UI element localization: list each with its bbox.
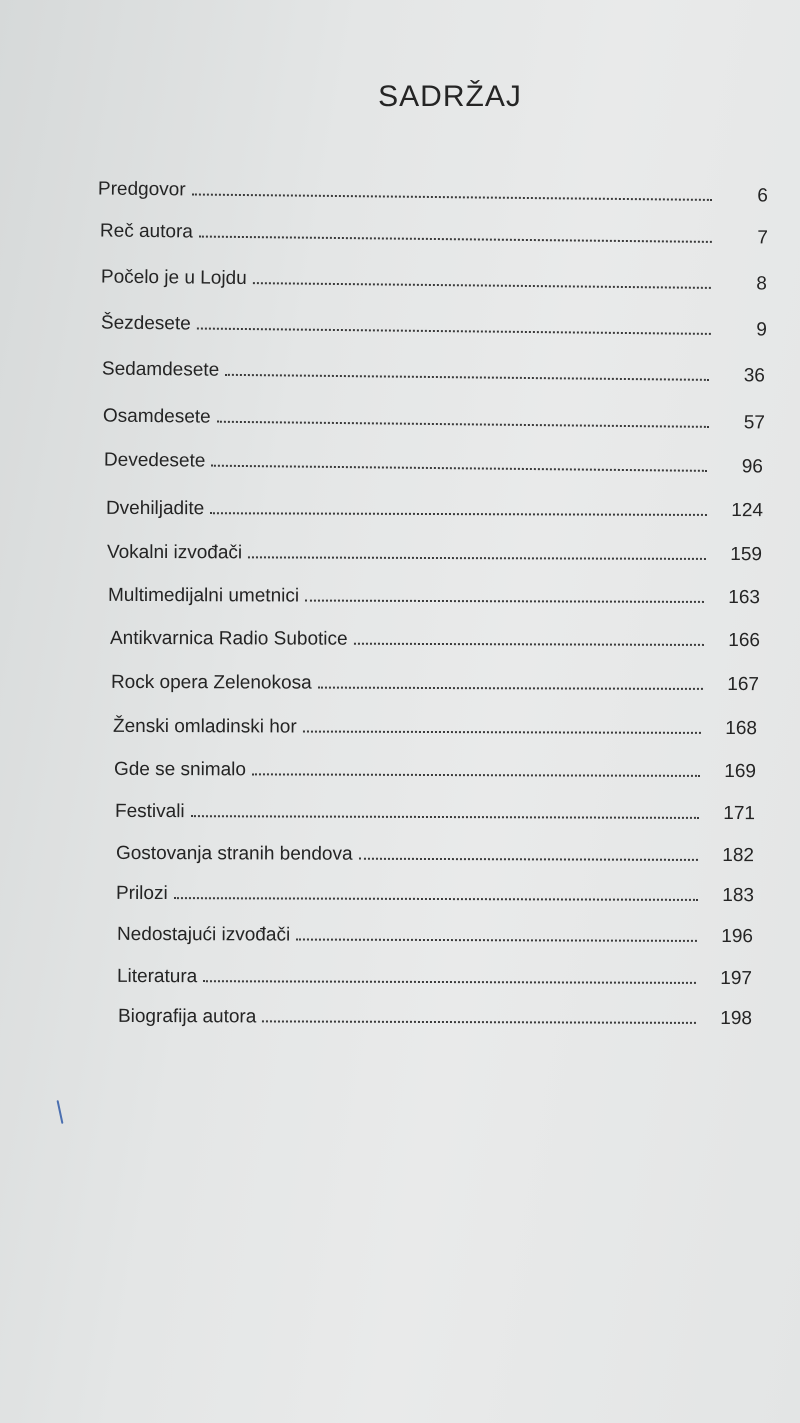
toc-entry <box>117 954 752 990</box>
toc-entry-page-number: 7 <box>757 227 769 249</box>
toc-entry <box>115 789 755 825</box>
toc-entry-page-number: 8 <box>756 273 768 295</box>
toc-entry <box>116 871 754 907</box>
toc-entry <box>106 486 763 522</box>
toc-entry-label: Sedamdesete <box>101 358 220 381</box>
toc-leader-dots <box>262 1020 696 1024</box>
toc-entry-page-number: 6 <box>757 185 769 207</box>
toc-entry-label: Prilozi <box>115 882 168 905</box>
toc-leader-dots <box>253 282 711 289</box>
toc-entry-page-number: 57 <box>743 412 766 434</box>
toc-entry <box>98 166 768 207</box>
toc-leader-dots <box>191 815 699 819</box>
toc-leader-dots <box>296 939 697 942</box>
toc-entry <box>103 394 765 435</box>
toc-entry-label: Vokalni izvođači <box>106 541 243 564</box>
toc-leader-dots <box>303 731 701 734</box>
toc-entry-page-number: 171 <box>723 803 756 825</box>
page-title: SADRŽAJ <box>378 80 522 113</box>
toc-leader-dots <box>318 687 703 690</box>
toc-entry-label: Antikvarnica Radio Subotice <box>109 627 348 650</box>
toc-entry-page-number: 9 <box>756 319 768 341</box>
toc-entry-page-number: 197 <box>720 967 753 990</box>
toc-entry-label: Literatura <box>116 965 198 988</box>
toc-entry-page-number: 183 <box>722 885 755 907</box>
toc-entry-page-number: 169 <box>724 761 757 783</box>
toc-entry-label: Osamdesete <box>102 405 211 428</box>
toc-entry <box>102 347 765 388</box>
toc-entry-page-number: 182 <box>722 845 755 867</box>
toc-entry-label: Rock opera Zelenokosa <box>110 671 312 694</box>
toc-entry-page-number: 96 <box>741 456 764 478</box>
toc-leader-dots <box>248 556 706 560</box>
toc-entry-label: Gostovanja stranih bendova <box>115 842 353 865</box>
toc-leader-dots <box>192 193 712 200</box>
toc-entry-label: Festivali <box>114 800 185 823</box>
toc-entry <box>108 573 760 609</box>
toc-entry-page-number: 168 <box>725 718 758 740</box>
toc-entry-label: Multimedijalni umetnici <box>107 584 300 607</box>
toc-entry-label: Nedostajući izvođači <box>116 923 291 946</box>
toc-entry <box>111 660 759 696</box>
toc-entry <box>101 301 767 342</box>
toc-leader-dots <box>203 980 696 984</box>
toc-entry-label: Šezdesete <box>100 312 191 335</box>
toc-entry-label: Gde se snimalo <box>113 758 247 781</box>
toc-entry-label: Devedesete <box>103 449 206 472</box>
toc-entry <box>107 530 762 566</box>
toc-leader-dots <box>354 643 704 646</box>
toc-entry <box>110 616 760 652</box>
toc-entry-page-number: 196 <box>721 925 754 948</box>
toc-entry <box>116 831 754 867</box>
toc-leader-dots <box>305 600 704 603</box>
toc-entry-page-number: 198 <box>720 1007 753 1030</box>
toc-entry-page-number: 166 <box>728 630 761 652</box>
toc-leader-dots <box>211 465 707 472</box>
toc-entry-label: Počelo je u Lojdu <box>100 266 247 290</box>
toc-leader-dots <box>217 421 709 428</box>
pen-mark <box>57 1100 64 1124</box>
toc-entry <box>104 438 763 479</box>
toc-entry-page-number: 36 <box>743 365 766 387</box>
toc-leader-dots <box>225 374 709 381</box>
toc-leader-dots <box>210 512 707 516</box>
toc-entry-label: Ženski omladinski hor <box>112 715 297 738</box>
toc-entry <box>101 255 767 296</box>
toc-entry <box>113 704 757 740</box>
toc-entry-page-number: 159 <box>730 544 763 566</box>
toc-leader-dots <box>199 236 712 243</box>
toc-entry-page-number: 124 <box>731 500 764 522</box>
toc-entry-label: Biografija autora <box>117 1005 257 1028</box>
toc-leader-dots <box>174 897 698 901</box>
toc-entry-page-number: 163 <box>728 587 761 609</box>
toc-entry <box>118 994 752 1030</box>
toc-entry <box>117 912 753 948</box>
toc-entry-label: Dvehiljadite <box>105 497 205 520</box>
toc-entry <box>100 209 768 250</box>
toc-leader-dots <box>252 773 700 777</box>
toc-entry-label: Reč autora <box>99 220 194 243</box>
toc-leader-dots <box>359 858 698 861</box>
toc-leader-dots <box>197 328 711 335</box>
toc-entry-page-number: 167 <box>727 674 760 696</box>
toc-entry-label: Predgovor <box>97 178 186 201</box>
toc-entry <box>114 747 756 783</box>
